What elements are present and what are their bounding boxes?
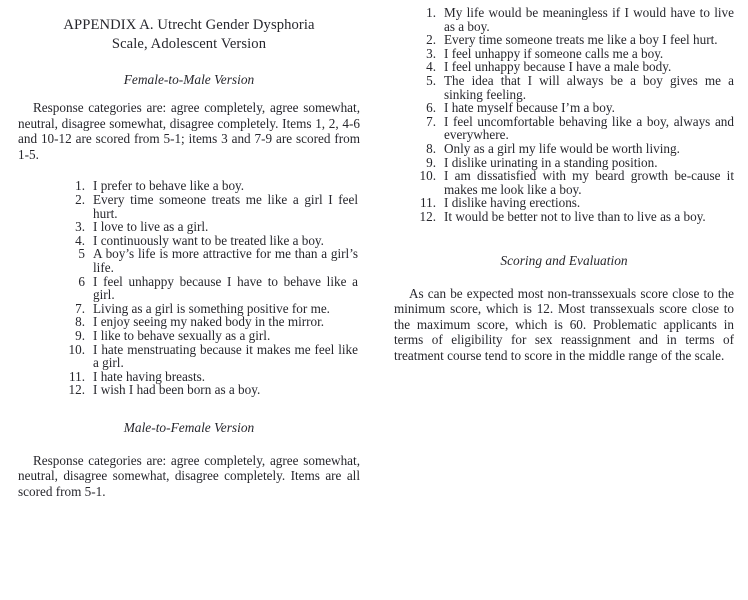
list-item-text: I like to behave sexually as a girl.: [93, 327, 271, 343]
list-item-number: 4.: [75, 232, 85, 248]
document-title: [18, 16, 360, 54]
right-column: [394, 0, 734, 363]
list-item: [63, 315, 358, 329]
spacer: [18, 162, 360, 179]
list-item-number: 7.: [426, 113, 436, 129]
instructions-female-to-male: Response categories are: agree completely, agree somewhat, neutral, disagree somewhat, disagree completely. Items 1, 2, 4-6 and 10-12 are scored from 5-1; items 3 and 7-9 are scored from 1-5.: [18, 100, 360, 162]
list-item-number: 7.: [75, 300, 85, 316]
list-item-number: 1.: [75, 178, 85, 194]
list-item-number: 6: [78, 273, 85, 289]
list-item-number: 3.: [75, 219, 85, 235]
item-list-female-to-male: [63, 179, 358, 397]
list-item-text: It would be better not to live than to live as a boy.: [444, 208, 706, 224]
list-item: [414, 6, 734, 33]
spacer: [18, 397, 360, 419]
list-item-number: 9.: [75, 327, 85, 343]
list-item-text: Every time someone treats me like a boy I feel hurt.: [444, 32, 718, 48]
list-item: [414, 156, 734, 170]
list-item-number: 12.: [419, 208, 436, 224]
spacer: [18, 88, 360, 100]
list-item-number: 5: [78, 246, 85, 262]
list-item: [414, 47, 734, 61]
list-item: [63, 179, 358, 193]
list-item-text: I am dissatisfied with my beard growth be-cause it makes me look like a boy.: [444, 168, 734, 197]
list-item: [414, 142, 734, 156]
list-item-text: My life would be meaningless if I would have to live as a boy.: [444, 5, 734, 34]
list-item: [63, 234, 358, 248]
list-item: [414, 196, 734, 210]
list-item: [414, 169, 734, 196]
list-item: [414, 60, 734, 74]
list-item-text: I hate myself because I’m a boy.: [444, 100, 615, 116]
list-item-number: 2.: [75, 191, 85, 207]
spacer: [394, 269, 734, 286]
list-item-text: I enjoy seeing my naked body in the mirror.: [93, 314, 325, 330]
list-item: [63, 329, 358, 343]
list-item-text: The idea that I will always be a boy gives me a sinking feeling.: [444, 72, 734, 102]
list-item: [63, 247, 358, 274]
left-column: [18, 0, 360, 500]
list-item-number: 11.: [420, 195, 436, 211]
list-item: [63, 302, 358, 316]
heading-female-to-male: Female-to-Male Version: [123, 72, 255, 87]
list-item-text: I dislike having erections.: [444, 195, 581, 211]
list-item-text: I hate menstruating because it makes me feel like a girl.: [93, 341, 358, 371]
list-item-number: 8.: [426, 140, 436, 156]
list-item-number: 10.: [68, 341, 85, 357]
list-item: [63, 275, 358, 302]
list-item-number: 5.: [426, 72, 436, 88]
list-item-number: 1.: [426, 5, 436, 20]
list-item-text: Only as a girl my life would be worth living.: [444, 140, 680, 156]
list-item-number: 6.: [426, 100, 436, 116]
list-item-number: 11.: [69, 368, 85, 384]
spacer: [394, 224, 734, 252]
spacer: [18, 436, 360, 453]
list-item-number: 12.: [68, 382, 85, 398]
list-item-text: I dislike urinating in a standing position.: [444, 154, 658, 170]
list-item-text: I feel unhappy because I have a male body.: [444, 59, 672, 75]
list-item-number: 8.: [75, 314, 85, 330]
list-item-text: I wish I had been born as a boy.: [93, 382, 261, 398]
list-item-text: Every time someone treats me like a girl I feel hurt.: [93, 191, 358, 221]
list-item: [63, 220, 358, 234]
list-item-text: I hate having breasts.: [93, 368, 206, 384]
list-item-text: I love to live as a girl.: [93, 219, 209, 235]
list-item: [63, 383, 358, 397]
list-item-text: A boy’s life is more attractive for me than a girl’s life.: [93, 246, 358, 275]
list-item: [414, 33, 734, 47]
heading-male-to-female: Male-to-Female Version: [123, 419, 255, 435]
list-item-number: 9.: [426, 154, 436, 170]
document-title-line-2: Scale, Adolescent Version: [111, 36, 267, 52]
list-item-number: 10.: [419, 168, 436, 184]
instructions-male-to-female: Response categories are: agree completely, agree somewhat, neutral, disagree somewhat, disagree completely. Items are all scored from 5-1.: [18, 452, 360, 500]
list-item-number: 3.: [426, 45, 436, 61]
list-item: [414, 74, 734, 101]
list-item: [414, 210, 734, 224]
scoring-paragraph: As can be expected most non-transsexuals score close to the minimum score, which is 12. Most transsexuals score close to the maximum score, which is 60. Problematic applicants in terms of eligibility for sex reassignment and in terms of treatment course tend to score in the middle range of the scale.: [394, 285, 734, 363]
item-list-male-to-female-wrap: [394, 6, 734, 224]
list-item-text: I feel uncomfortable behaving like a boy, always and everywhere.: [444, 113, 734, 143]
list-item: [63, 193, 358, 220]
item-list-male-to-female: [414, 6, 734, 224]
list-item-text: I continuously want to be treated like a boy.: [93, 232, 324, 248]
list-item-text: I feel unhappy if someone calls me a boy.: [444, 45, 664, 61]
item-list-female-to-male-wrap: [18, 179, 360, 397]
list-item-text: I feel unhappy because I have to behave like a girl.: [93, 273, 358, 303]
list-item-number: 2.: [426, 32, 436, 48]
spacer: [18, 54, 360, 71]
list-item: [414, 101, 734, 115]
list-item: [414, 115, 734, 142]
document-title-line-1: APPENDIX A. Utrecht Gender Dysphoria: [63, 17, 315, 33]
list-item: [63, 343, 358, 370]
heading-scoring-evaluation: Scoring and Evaluation: [500, 252, 628, 268]
list-item-number: 4.: [426, 59, 436, 75]
list-item: [63, 370, 358, 384]
list-item-text: I prefer to behave like a boy.: [93, 178, 245, 194]
list-item-text: Living as a girl is something positive for me.: [93, 300, 330, 316]
